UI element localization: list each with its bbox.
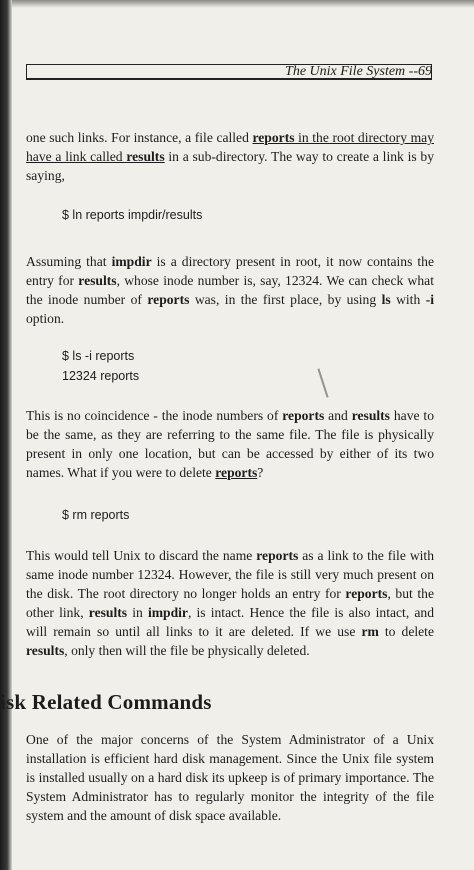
bold-term: results <box>78 273 117 288</box>
bold-term: reports <box>256 548 299 563</box>
text-run: was, in the first place, by using <box>189 292 382 307</box>
bold-term: reports <box>147 292 190 307</box>
bold-term: impdir <box>147 605 188 620</box>
bold-term: -i <box>425 292 434 307</box>
bold-term: reports <box>252 130 295 145</box>
text-run: , whose inode number is, say, 12324. We can check what the inode number of <box>26 273 434 307</box>
text-run: one such links. For instance, a file called <box>26 130 253 145</box>
code-line: 12324 reports <box>62 369 140 383</box>
code-ls-output <box>62 346 139 386</box>
text-run: and <box>324 408 352 423</box>
bold-term: results <box>88 605 128 620</box>
text-run: This would tell Unix to discard the name <box>26 548 257 563</box>
text-run: in the root directory may have a link called <box>26 130 434 164</box>
text-run: have to be the same, as they are referring to the same file. The file is physically present in only one location, but can be accessed by either of its two names. What if you were to delete <box>26 408 434 480</box>
text-run: , but the other link, <box>26 586 434 620</box>
pen-mark <box>317 368 328 397</box>
paragraph-rm-explanation <box>26 546 434 660</box>
bold-term: results <box>126 149 165 164</box>
paragraph-disk-management: One of the major concerns of the System Administrator of a Unix installation is efficient hard disk management. Since the Unix file system is installed usually on a hard disk its upkeep is of primary importance. The System Administrator has to regularly monitor the integrity of the file system and the amount of disk space available. <box>26 732 434 823</box>
paragraph-links-intro <box>26 128 434 185</box>
code-line: $ ls -i reports <box>62 349 135 363</box>
page-top-shadow <box>0 0 474 8</box>
bold-term: reports <box>282 408 325 423</box>
text-run: Assuming that <box>26 254 112 269</box>
bold-term: results <box>26 643 65 658</box>
text-run: in a sub-directory. The way to create a link is by saying, <box>26 149 435 183</box>
bold-term: reports <box>345 586 388 601</box>
book-spine-shadow <box>0 0 12 870</box>
bold-term: reports <box>215 465 258 480</box>
text-run: as a link to the file with same inode number 12324. However, the file is still very much present on the disk. The root directory no longer holds an entry for <box>26 548 434 601</box>
text-run: This is no coincidence - the inode numbers of <box>26 408 283 423</box>
running-header-title: The Unix File System --69 <box>285 64 432 79</box>
text-run: , only then will the file be physically deleted. <box>64 643 310 658</box>
text-run: option. <box>26 311 65 326</box>
bold-term: rm <box>361 624 379 639</box>
text-run: , is intact. Hence the file is also intact, and will remain so until all links to it are deleted. If we use <box>26 605 435 639</box>
code-ln-command: $ ln reports impdir/results <box>62 208 203 222</box>
paragraph-coincidence <box>26 406 434 482</box>
text-run: in <box>127 605 148 620</box>
text-run: with <box>390 292 426 307</box>
text-run: ? <box>257 465 264 480</box>
text-run: to delete <box>378 624 434 639</box>
code-rm-command: $ rm reports <box>62 508 130 522</box>
text-run: is a directory present in root, it now contains the entry for <box>26 254 434 288</box>
bold-term: ls <box>381 292 391 307</box>
section-heading: isk Related Commands <box>0 690 212 714</box>
bold-term: results <box>351 408 390 423</box>
bold-term: impdir <box>111 254 152 269</box>
paragraph-inode-check <box>26 252 434 328</box>
